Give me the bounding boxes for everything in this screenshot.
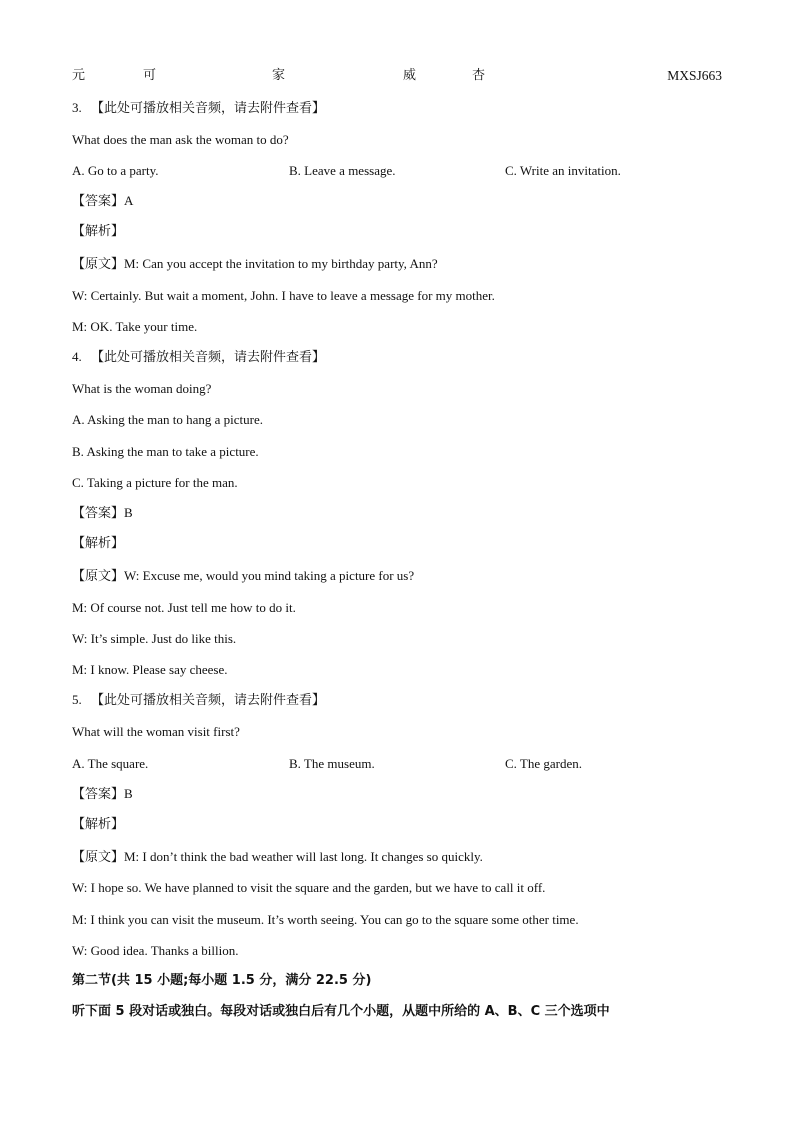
question-heading (72, 348, 325, 367)
option-a: A. The square. (72, 756, 149, 771)
question-number: 4. (72, 349, 82, 364)
option-c: C. Write an invitation. (505, 163, 621, 178)
answer-label: 【答案】 (72, 194, 125, 209)
header-char: 威 (403, 68, 417, 83)
option-b: B. Leave a message. (289, 163, 396, 178)
option-a: A. Asking the man to hang a picture. (72, 412, 263, 427)
transcript-line: W: I hope so. We have planned to visit the square and the garden, but we have to call it off. (72, 880, 546, 895)
transcript-line: W: Certainly. But wait a moment, John. I have to leave a message for my mother. (72, 288, 495, 303)
option-a: A. Go to a party. (72, 163, 159, 178)
answer-value: A (124, 193, 134, 208)
analysis-label: 【解析】 (72, 817, 125, 832)
section-title: 第二节(共 15 小题;每小题 1.5 分，满分 22.5 分) (72, 973, 372, 988)
audio-link[interactable]: 【此处可播放相关音频，请去附件查看】 (91, 101, 326, 116)
answer-line (72, 192, 133, 211)
option-c: C. The garden. (505, 756, 583, 771)
answer-label: 【答案】 (72, 506, 125, 521)
option-b: B. The museum. (289, 756, 375, 771)
question-number: 5. (72, 692, 82, 707)
analysis-label: 【解析】 (72, 536, 125, 551)
audio-link[interactable]: 【此处可播放相关音频，请去附件查看】 (91, 350, 326, 365)
section-instruction: 听下面 5 段对话或独白。每段对话或独白后有几个小题，从题中所给的 A、B、C 三个选项中 (72, 1004, 610, 1019)
page-header (72, 67, 722, 85)
header-code: MXSJ663 (667, 68, 722, 83)
transcript-line: W: It’s simple. Just do like this. (72, 631, 237, 646)
option-c: C. Taking a picture for the man. (72, 475, 238, 490)
transcript-line: 【原文】M: Can you accept the invitation to my birthday party, Ann? (72, 256, 438, 271)
transcript-line: M: I think you can visit the museum. It’s worth seeing. You can go to the square some other time. (72, 912, 579, 927)
analysis-label: 【解析】 (72, 224, 125, 239)
header-char: 元 (72, 68, 86, 83)
transcript-line: M: I know. Please say cheese. (72, 662, 228, 677)
answer-value: B (124, 786, 133, 801)
answer-line (72, 504, 133, 523)
transcript-line: M: Of course not. Just tell me how to do it. (72, 600, 296, 615)
answer-line (72, 785, 133, 804)
question-text: What is the woman doing? (72, 381, 212, 396)
audio-link[interactable]: 【此处可播放相关音频，请去附件查看】 (91, 693, 326, 708)
question-heading (72, 99, 325, 118)
question-text: What will the woman visit first? (72, 724, 240, 739)
header-char: 可 (143, 68, 157, 83)
answer-label: 【答案】 (72, 787, 125, 802)
answer-value: B (124, 505, 133, 520)
header-char: 杏 (472, 68, 486, 83)
transcript-line: 【原文】W: Excuse me, would you mind taking a picture for us? (72, 568, 415, 583)
question-heading (72, 691, 325, 710)
transcript-line: W: Good idea. Thanks a billion. (72, 943, 239, 958)
options-row (72, 755, 722, 773)
transcript-line: 【原文】M: I don’t think the bad weather will last long. It changes so quickly. (72, 849, 483, 864)
question-number: 3. (72, 100, 82, 115)
options-row (72, 162, 722, 180)
question-text: What does the man ask the woman to do? (72, 132, 289, 147)
header-char: 家 (272, 68, 286, 83)
transcript-line: M: OK. Take your time. (72, 319, 198, 334)
option-b: B. Asking the man to take a picture. (72, 444, 259, 459)
